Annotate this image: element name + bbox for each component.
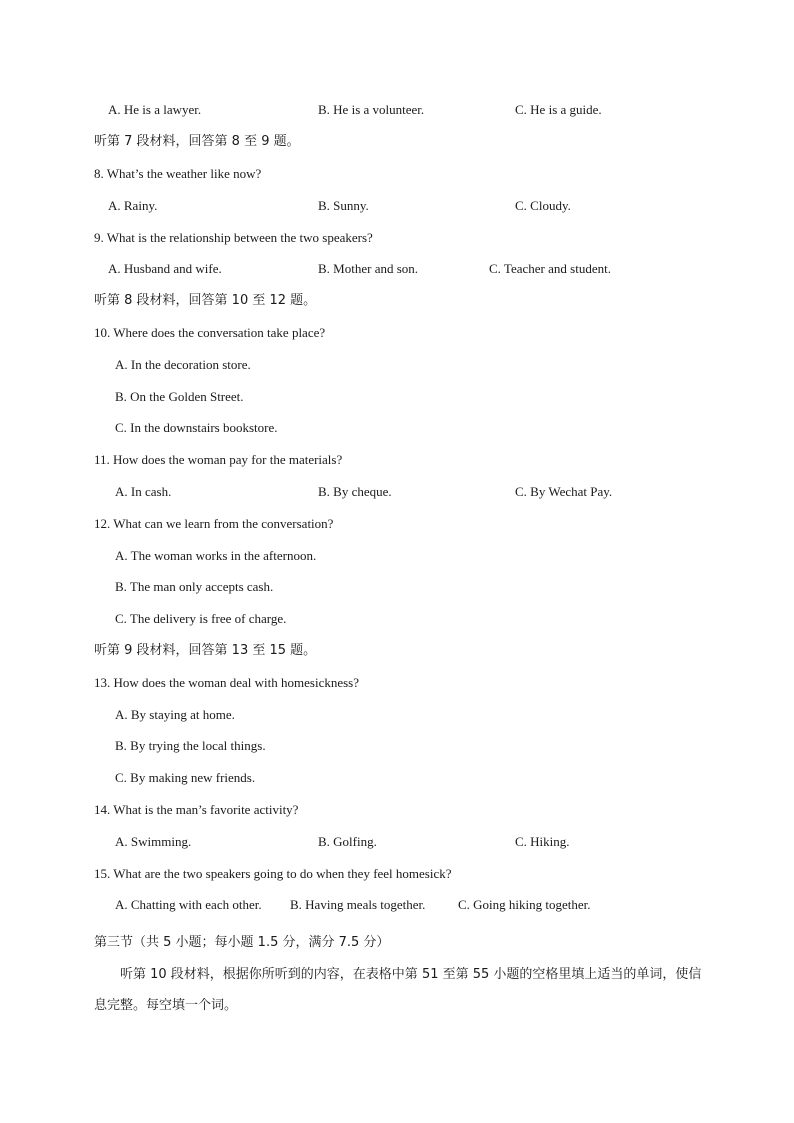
q9-option-a: A. Husband and wife. [108, 261, 222, 276]
q15-option-a: A. Chatting with each other. [115, 897, 262, 912]
q14-option-a: A. Swimming. [115, 834, 192, 849]
q10-option-b: B. On the Golden Street. [115, 389, 244, 404]
q7-option-c: C. He is a guide. [515, 102, 602, 117]
q11-option-a: A. In cash. [115, 484, 172, 499]
q13-option-a: A. By staying at home. [115, 707, 235, 722]
q11-question: 11. How does the woman pay for the materials? [94, 452, 343, 467]
section-3-title: 第三节（共 5 小题；每小题 1.5 分，满分 7.5 分） [94, 935, 390, 950]
q9-option-c: C. Teacher and student. [489, 261, 611, 276]
q10-option-c: C. In the downstairs bookstore. [115, 420, 278, 435]
section-7-header: 听第 7 段材料，回答第 8 至 9 题。 [94, 134, 300, 149]
q15-option-b: B. Having meals together. [290, 897, 426, 912]
q7-option-b: B. He is a volunteer. [318, 102, 425, 117]
q7-option-a: A. He is a lawyer. [108, 102, 202, 117]
q13-option-c: C. By making new friends. [115, 770, 256, 785]
q11-option-c: C. By Wechat Pay. [515, 484, 613, 499]
section-8-header: 听第 8 段材料，回答第 10 至 12 题。 [94, 293, 317, 308]
q8-option-a: A. Rainy. [108, 198, 158, 213]
q8-option-b: B. Sunny. [318, 198, 369, 213]
q14-option-c: C. Hiking. [515, 834, 570, 849]
q8-question: 8. What’s the weather like now? [94, 166, 262, 181]
section-9-header: 听第 9 段材料，回答第 13 至 15 题。 [94, 643, 317, 658]
q15-option-c: C. Going hiking together. [458, 897, 591, 912]
q12-option-c: C. The delivery is free of charge. [115, 611, 287, 626]
q8-option-c: C. Cloudy. [515, 198, 571, 213]
q11-option-b: B. By cheque. [318, 484, 392, 499]
q12-question: 12. What can we learn from the conversation? [94, 516, 334, 531]
q13-question: 13. How does the woman deal with homesickness? [94, 675, 360, 690]
q15-question: 15. What are the two speakers going to do when they feel homesick? [94, 866, 452, 881]
q14-option-b: B. Golfing. [318, 834, 377, 849]
q9-question: 9. What is the relationship between the two speakers? [94, 230, 373, 245]
q12-option-a: A. The woman works in the afternoon. [115, 548, 317, 563]
q12-option-b: B. The man only accepts cash. [115, 579, 274, 594]
q14-question: 14. What is the man’s favorite activity? [94, 802, 299, 817]
q9-option-b: B. Mother and son. [318, 261, 419, 276]
section-3-instruction: 听第 10 段材料，根据你所听到的内容，在表格中第 51 至第 55 小题的空格里填上适当的单词，使信息完整。每空填一个词。 [94, 967, 702, 1013]
q13-option-b: B. By trying the local things. [115, 738, 266, 753]
q10-question: 10. Where does the conversation take place? [94, 325, 326, 340]
q10-option-a: A. In the decoration store. [115, 357, 251, 372]
